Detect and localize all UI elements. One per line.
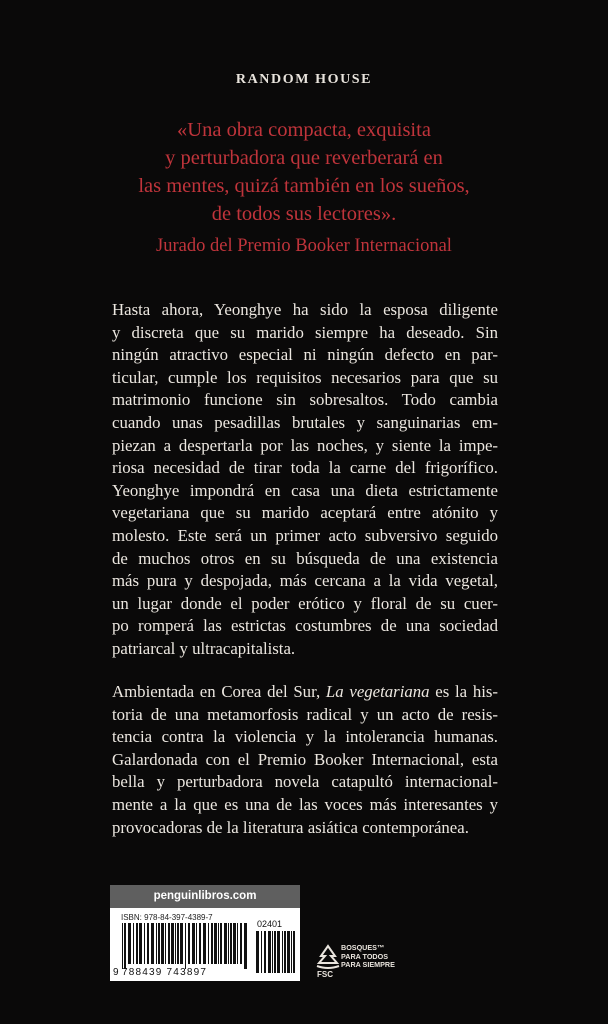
synopsis-paragraph-2 xyxy=(112,681,498,839)
quote-line: y perturbadora que reverberará en xyxy=(165,147,443,169)
fsc-line: BOSQUES™ xyxy=(341,943,385,952)
quote-line: de todos sus lectores». xyxy=(211,203,397,225)
text-line: Galardonada con el Premio Booker Internacional, esta xyxy=(112,749,498,769)
text-line: matrimonio funcione sin sobresaltos. Todo cambia xyxy=(112,390,498,410)
fsc-line: PARA SIEMPRE xyxy=(341,960,395,970)
fsc-tagline xyxy=(341,944,395,970)
text-fragment: es la his- xyxy=(429,682,498,701)
book-title-italic: La vegetariana xyxy=(325,682,430,701)
text-fragment: Ambientada en Corea del Sur, xyxy=(112,682,326,701)
text-line: provocadoras de la literatura asiática contemporánea. xyxy=(112,817,469,837)
text-line: po romperá las estrictas costumbres de una sociedad xyxy=(112,616,498,636)
text-line: ticular, cumple los requisitos necesarios para que su xyxy=(112,367,498,387)
text-line: toria de una metamorfosis radical y un acto de resis- xyxy=(112,704,498,724)
text-line: vegetariana que su marido aceptará entre atónito y xyxy=(112,503,498,523)
fsc-label: FSC xyxy=(317,970,333,979)
isbn-label: ISBN: 978-84-397-4389-7 xyxy=(121,913,213,922)
text-line: piezan a despertarla por las noches, y siente la impe- xyxy=(112,435,498,455)
text-line: más pura y despojada, más cercana a la vida vegetal, xyxy=(112,571,498,591)
text-line: de muchos otros en su búsqueda de una existencia xyxy=(112,548,498,568)
text-line: cuando unas pesadillas brutales y sanguinarias em- xyxy=(112,412,498,432)
text-line: Yeonghye impondrá en casa una dieta estrictamente xyxy=(112,480,498,500)
fsc-line: PARA TODOS xyxy=(341,951,388,961)
text-line: molesto. Este será un primer acto subversivo seguido xyxy=(112,525,498,545)
text-line: un lugar donde el poder erótico y floral de su cuer- xyxy=(112,593,498,613)
text-line: y discreta que su marido siempre ha deseado. Sin xyxy=(112,322,498,342)
price-code: 02401 xyxy=(257,919,283,929)
quote-line: «Una obra compacta, exquisita xyxy=(177,119,431,141)
text-line: mente a la que es una de las voces más interesantes y xyxy=(112,794,498,814)
text-line: bella y perturbadora novela catapultó internacional- xyxy=(112,772,498,792)
ean-first-digit: 9 xyxy=(113,967,119,978)
publisher-url: penguinlibros.com xyxy=(110,885,300,908)
quote-attribution: Jurado del Premio Booker Internacional xyxy=(156,236,452,256)
synopsis-paragraph-1 xyxy=(112,299,498,661)
fsc-logo xyxy=(315,944,425,984)
publisher-name: RANDOM HOUSE xyxy=(235,72,373,87)
text-line: ningún atractivo especial ni ningún defecto en par- xyxy=(112,345,498,365)
quote-line: las mentes, quizá también en los sueños, xyxy=(138,175,470,197)
text-line: patriarcal y ultracapitalista. xyxy=(112,638,296,658)
fsc-tree-icon xyxy=(315,944,341,970)
ean-digits: 788439 743897 xyxy=(122,967,208,978)
text-line: riosa necesidad de tirar toda la carne del frigorífico. xyxy=(112,458,498,478)
text-line xyxy=(112,681,498,704)
text-line: tencia contra la violencia y la intolerancia humanas. xyxy=(112,727,498,747)
barcode-block xyxy=(110,885,300,981)
press-quote xyxy=(40,116,568,228)
text-line: Hasta ahora, Yeonghye ha sido la esposa diligente xyxy=(112,300,498,319)
